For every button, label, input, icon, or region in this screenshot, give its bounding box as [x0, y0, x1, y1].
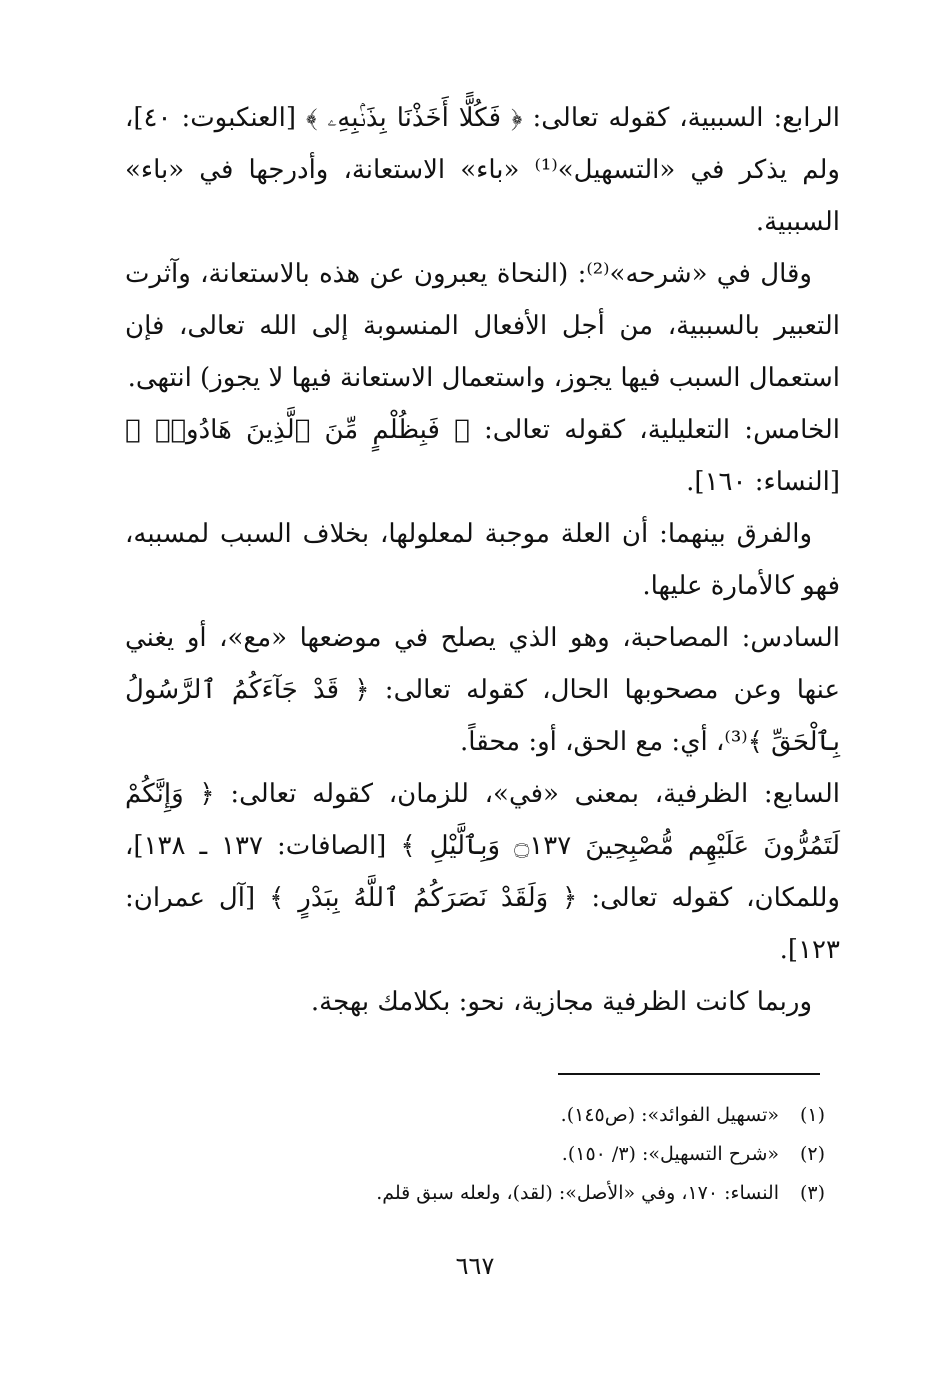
body-paragraph: الخامس: التعليلية، كقوله تعالى: ﴿ فَبِظُلْمٍ مِّنَ ٱلَّذِينَ هَادُوا۟ ﴾ [النساء: ١٦٠]. — [125, 415, 840, 497]
body-paragraph: السادس: المصاحبة، وهو الذي يصلح في موضعها «مع»، أو يغني عنها وعن مصحوبها الحال، كقوله تعالى: ﴿ قَدْ جَآءَكُمُ ٱلرَّسُولُ بِٱلْحَقِّ ﴾⁽³⁾، أي: مع الحق، أو: محقاً. — [125, 623, 840, 757]
footnote-text: «شرح التسهيل»: (٣/ ١٥٠). — [561, 1143, 779, 1165]
body-paragraph: وربما كانت الظرفية مجازية، نحو: بكلامك بهجة. — [310, 987, 812, 1017]
footnote-number: (١) — [799, 1104, 825, 1126]
body-paragraph: وقال في «شرحه»⁽²⁾: (النحاة يعبرون عن هذه بالاستعانة، وآثرت التعبير بالسببية، من أجل الأفعال المنسوبة إلى الله تعالى، فإن استعمال السبب فيها يجوز، واستعمال الاستعانة فيها لا يجوز) انتهى. — [125, 259, 840, 393]
footnote-separator — [558, 1073, 820, 1075]
footnote — [320, 1096, 825, 1135]
footnote-number: (٢) — [799, 1143, 825, 1165]
footnote-text: «تسهيل الفوائد»: (ص١٤٥). — [560, 1104, 779, 1126]
footnote — [320, 1174, 825, 1213]
page-number: ٦٦٧ — [455, 1252, 495, 1280]
body-paragraph: الرابع: السببية، كقوله تعالى: ﴿ فَكُلًّا أَخَذْنَا بِذَنۢبِهِۦ ﴾ [العنكبوت: ٤٠]، ولم يذكر في «التسهيل»⁽¹⁾ «باء» الاستعانة، وأدرجها في «باء» السببية. — [125, 103, 840, 237]
footnotes — [320, 1096, 825, 1213]
footnote-number: (٣) — [799, 1182, 825, 1204]
body-paragraph: والفرق بينهما: أن العلة موجبة لمعلولها، بخلاف السبب لمسببه، فهو كالأمارة عليها. — [125, 519, 840, 601]
body-paragraph: السابع: الظرفية، بمعنى «في»، للزمان، كقوله تعالى: ﴿ وَإِنَّكُمْ لَتَمُرُّونَ عَلَيْهِم مُّصْبِحِينَ ۝١٣٧ وَبِٱلَّيْلِ ﴾ [الصافات: ١٣٧ ـ ١٣٨]، وللمكان، كقوله تعالى: ﴿ وَلَقَدْ نَصَرَكُمُ ٱللَّهُ بِبَدْرٍ ﴾ [آل عمران: ١٢٣]. — [125, 779, 840, 965]
footnote — [320, 1135, 825, 1174]
footnote-text: النساء: ١٧٠، وفي «الأصل»: (لقد)، ولعله سبق قلم. — [376, 1182, 779, 1204]
main-text — [125, 92, 840, 1028]
